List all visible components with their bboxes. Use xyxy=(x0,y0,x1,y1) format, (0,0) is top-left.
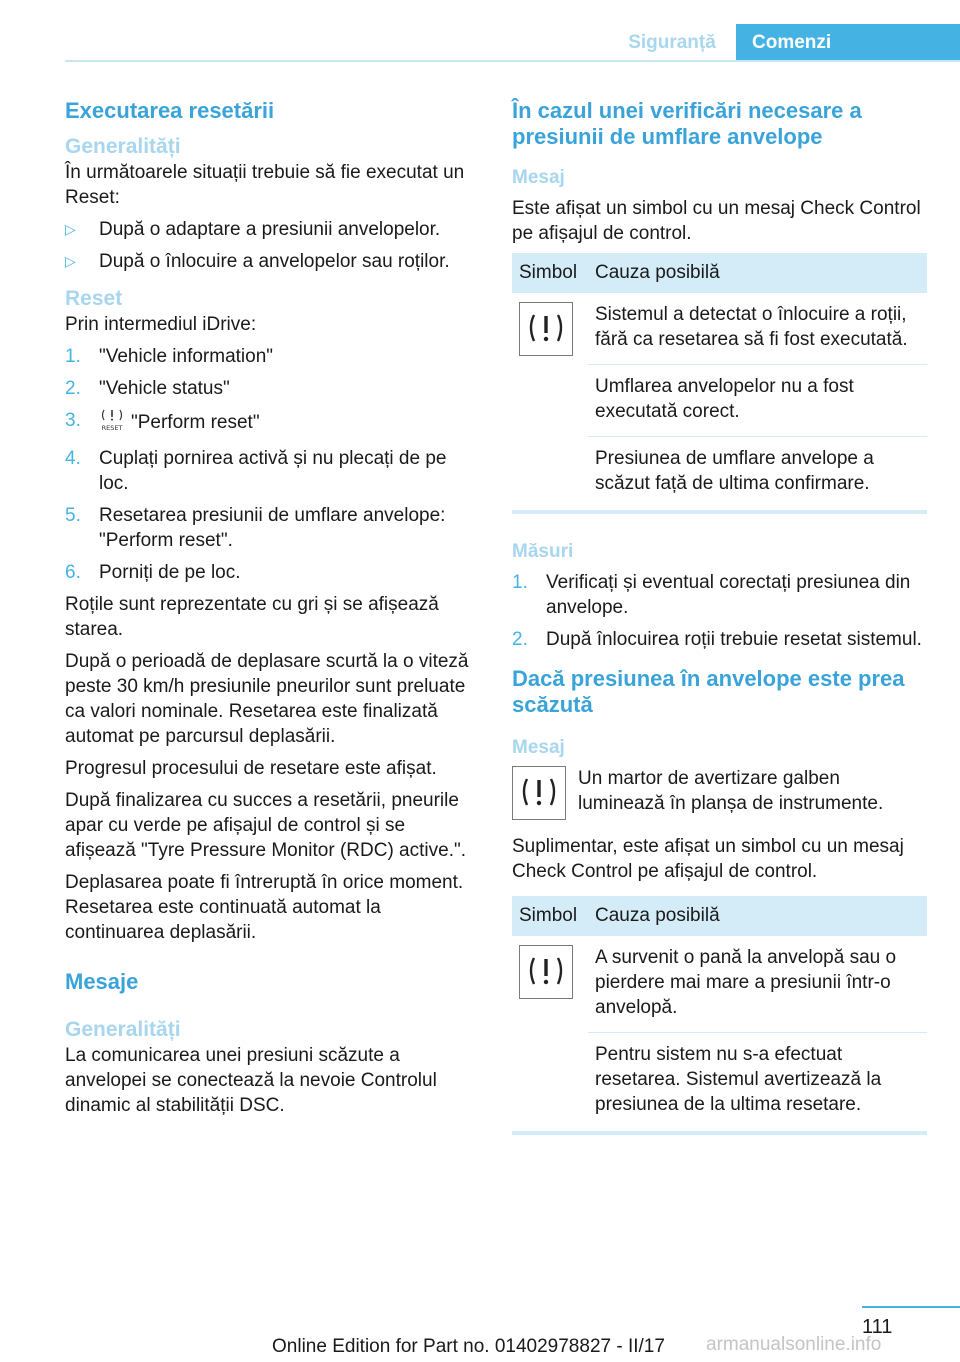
triangle-right-icon: ▷ xyxy=(65,221,76,237)
check-message-text: Este afișat un simbol cu un mesaj Check Control pe afișajul de control. xyxy=(512,198,921,244)
tire-reset-icon xyxy=(99,408,125,439)
tire-pressure-warning-icon xyxy=(519,945,573,999)
messages-general-text: La comunicarea unei presiuni scăzute a anvelopei se conectează la nevoie Controlul dinamic al stabilității DSC. xyxy=(65,1045,437,1116)
list-item: ▷ După o adaptare a presiunii anvelopelor. xyxy=(65,219,441,240)
measures-list xyxy=(512,570,927,652)
body-paragraph: Roțile sunt reprezentate cu gri și se afișează starea. xyxy=(65,594,439,640)
footer-divider xyxy=(862,1306,960,1308)
table-header-symbol: Simbol xyxy=(512,253,588,293)
right-column xyxy=(512,98,927,1135)
list-item: 5. Resetarea presiunii de umflare anvelope: "Perform reset". xyxy=(65,505,446,551)
table-bottom-rule xyxy=(512,1131,927,1135)
body-paragraph: După o perioadă de deplasare scurtă la o viteză peste 30 km/h presiunile pneurilor sunt preluate ca valori nominale. Resetarea este finalizată automat pe parcursul deplasării. xyxy=(65,651,469,747)
table-cell-cause: Sistemul a detectat o înlocuire a roții, fără ca resetarea să fi fost executată. xyxy=(595,304,908,350)
reset-steps xyxy=(65,344,480,585)
subheading-check-message: Mesaj xyxy=(512,167,565,188)
check-causes-table xyxy=(512,253,927,508)
header-tab-section: Siguranță xyxy=(628,32,716,53)
subheading-reset: Reset xyxy=(65,287,123,310)
section-title-low-pressure: Dacă presiunea în anvelope este prea scăzută xyxy=(512,666,905,717)
general-bullet-list xyxy=(65,217,480,274)
edition-info: Online Edition for Part no. 01402978827 - II/17 xyxy=(272,1336,665,1357)
table-bottom-rule xyxy=(512,510,927,514)
page-header xyxy=(0,24,960,62)
table-cell-cause: Umflarea anvelopelor nu a fost executată corect. xyxy=(588,365,927,437)
subheading-messages-general: Generalități xyxy=(65,1018,181,1041)
list-item: 1. "Vehicle information" xyxy=(65,346,274,367)
section-title-reset: Executarea resetării xyxy=(65,98,275,123)
tire-pressure-warning-icon xyxy=(519,302,573,356)
table-header-symbol: Simbol xyxy=(512,896,588,936)
header-divider xyxy=(65,60,960,62)
section-title-messages: Mesaje xyxy=(65,969,139,994)
list-item: 6. Porniți de pe loc. xyxy=(65,562,241,583)
page-number: 111 xyxy=(862,1316,893,1338)
subheading-measures: Măsuri xyxy=(512,541,574,562)
list-item: 3. RESET "Perform reset" xyxy=(65,408,480,439)
subheading-low-message: Mesaj xyxy=(512,737,565,758)
body-paragraph: Deplasarea poate fi întreruptă în orice moment. Resetarea este continuată automat la continuarea deplasării. xyxy=(65,872,464,943)
reset-intro: Prin intermediul iDrive: xyxy=(65,314,257,335)
low-warning-row xyxy=(512,766,927,820)
table-row xyxy=(512,936,927,1033)
table-cell-cause: Presiunea de umflare anvelope a scăzut față de ultima confirmare. xyxy=(588,437,927,509)
section-title-check: În cazul unei verificări necesare a presiunii de umflare anvelope xyxy=(512,98,862,149)
watermark-text: armanualsonline.info xyxy=(706,1334,882,1355)
table-header-cause: Cauza posibilă xyxy=(588,253,927,293)
low-warning-text: Un martor de avertizare galben luminează în planșa de instrumente. xyxy=(578,768,884,814)
list-item: 2. "Vehicle status" xyxy=(65,378,230,399)
low-extra-text: Suplimentar, este afișat un simbol cu un mesaj Check Control pe afișajul de control. xyxy=(512,836,904,882)
left-column xyxy=(65,98,480,1125)
table-cell-cause: Pentru sistem nu s-a efectuat resetarea. Sistemul avertizează la presiunea de la ultima resetare. xyxy=(588,1033,927,1130)
general-intro: În următoarele situații trebuie să fie executat un Reset: xyxy=(65,162,465,208)
body-paragraph: Progresul procesului de resetare este afișat. xyxy=(65,758,437,779)
list-item: 1. Verificați și eventual corectați presiunea din anvelope. xyxy=(512,572,911,618)
subheading-general: Generalități xyxy=(65,135,181,158)
triangle-right-icon: ▷ xyxy=(65,253,76,269)
svg-text:RESET: RESET xyxy=(101,424,123,432)
table-header-cause: Cauza posibilă xyxy=(588,896,927,936)
list-item: ▷ După o înlocuire a anvelopelor sau roților. xyxy=(65,251,450,272)
list-item: 2. După înlocuirea roții trebuie resetat sistemul. xyxy=(512,629,922,650)
tire-pressure-warning-icon xyxy=(512,766,566,820)
header-tab-chapter: Comenzi xyxy=(736,24,960,61)
table-cell-cause: A survenit o pană la anvelopă sau o pierdere mai mare a presiunii într-o anvelopă. xyxy=(595,947,897,1018)
low-causes-table xyxy=(512,896,927,1129)
list-item: 4. Cuplați pornirea activă și nu plecați de pe loc. xyxy=(65,448,447,494)
table-row xyxy=(512,293,927,365)
body-paragraph: După finalizarea cu succes a resetării, pneurile apar cu verde pe afișajul de control și se afișează "Tyre Pressure Monitor (RDC) active.". xyxy=(65,790,466,861)
